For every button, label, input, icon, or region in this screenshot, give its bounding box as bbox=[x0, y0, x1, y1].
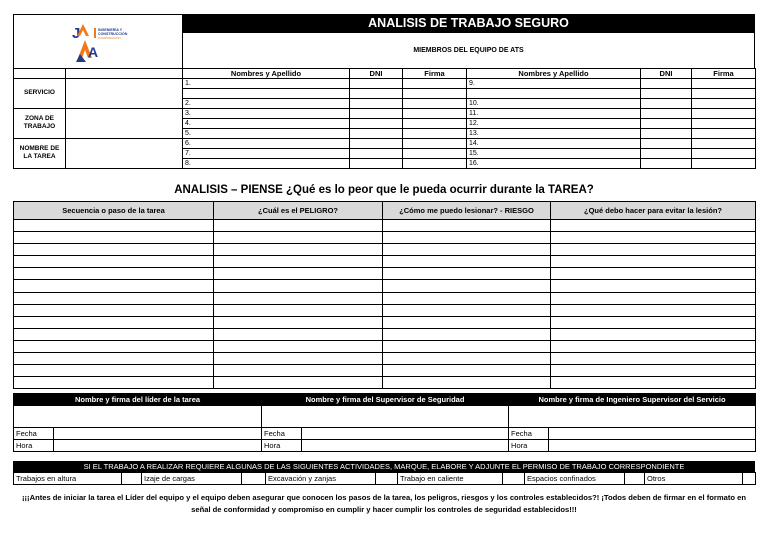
hazard-row bbox=[14, 292, 756, 304]
cell[interactable] bbox=[692, 148, 756, 158]
member-14-name[interactable]: 14. bbox=[467, 138, 641, 148]
sign-engineer-header: Nombre y firma de Ingeniero Supervisor del Servicio bbox=[509, 394, 756, 406]
cell[interactable] bbox=[403, 138, 467, 148]
member-4-name[interactable]: 4. bbox=[183, 118, 350, 128]
cell[interactable] bbox=[350, 128, 403, 138]
hazard-hazard-cell[interactable] bbox=[214, 292, 383, 304]
cell[interactable] bbox=[641, 118, 692, 128]
activity-otros-check[interactable] bbox=[743, 473, 756, 485]
svg-text:J: J bbox=[72, 25, 81, 42]
sign-leader-field[interactable] bbox=[14, 406, 262, 428]
hazard-hazard-cell[interactable] bbox=[214, 377, 383, 389]
hazard-control-cell[interactable] bbox=[551, 268, 756, 280]
hazard-step-cell[interactable] bbox=[14, 232, 214, 244]
engineer-hora-field[interactable] bbox=[549, 440, 756, 452]
zona-field[interactable] bbox=[66, 108, 183, 138]
leader-fecha-field[interactable] bbox=[54, 428, 262, 440]
label-tarea: NOMBRE DE LA TAREA bbox=[14, 138, 66, 168]
col-dni-right: DNI bbox=[641, 69, 692, 79]
hazard-risk-cell[interactable] bbox=[383, 220, 551, 232]
fecha-label: Fecha bbox=[262, 428, 302, 440]
leader-hora-field[interactable] bbox=[54, 440, 262, 452]
member-5-name[interactable]: 5. bbox=[183, 128, 350, 138]
hazard-step-cell[interactable] bbox=[14, 353, 214, 365]
hora-label: Hora bbox=[262, 440, 302, 452]
servicio-field[interactable] bbox=[66, 79, 183, 109]
cell[interactable] bbox=[403, 108, 467, 118]
hazard-row bbox=[14, 353, 756, 365]
svg-text:CORPORACIÓN: CORPORACIÓN bbox=[98, 36, 121, 40]
hazard-control-cell[interactable] bbox=[551, 377, 756, 389]
member-10-name[interactable]: 10. bbox=[467, 98, 641, 108]
hazard-row bbox=[14, 365, 756, 377]
member-1-dni[interactable] bbox=[350, 79, 403, 89]
hazard-hazard-cell[interactable] bbox=[214, 256, 383, 268]
member-3-name[interactable]: 3. bbox=[183, 108, 350, 118]
col-nombres-right: Nombres y Apellido bbox=[467, 69, 641, 79]
cell[interactable] bbox=[350, 98, 403, 108]
hazard-risk-cell[interactable] bbox=[383, 353, 551, 365]
activity-altura-label: Trabajos en altura bbox=[14, 473, 122, 485]
sign-engineer-field[interactable] bbox=[509, 406, 756, 428]
hazard-risk-cell[interactable] bbox=[383, 268, 551, 280]
cell[interactable] bbox=[350, 118, 403, 128]
activity-caliente-check[interactable] bbox=[503, 473, 525, 485]
cell[interactable] bbox=[403, 148, 467, 158]
hazard-risk-cell[interactable] bbox=[383, 232, 551, 244]
hazard-step-cell[interactable] bbox=[14, 280, 214, 292]
hazard-risk-cell[interactable] bbox=[383, 328, 551, 340]
sign-safety-field[interactable] bbox=[262, 406, 509, 428]
hazard-control-cell[interactable] bbox=[551, 232, 756, 244]
hazard-control-cell[interactable] bbox=[551, 304, 756, 316]
hazard-risk-cell[interactable] bbox=[383, 316, 551, 328]
activity-confinados-label: Espacios confinados bbox=[525, 473, 625, 485]
member-9-name[interactable]: 9. bbox=[467, 79, 641, 89]
activity-excavacion-check[interactable] bbox=[376, 473, 398, 485]
hazard-risk-cell[interactable] bbox=[383, 365, 551, 377]
hazard-hazard-cell[interactable] bbox=[214, 244, 383, 256]
activity-excavacion-label: Excavación y zanjas bbox=[266, 473, 376, 485]
member-1-extra[interactable] bbox=[183, 89, 350, 99]
activity-otros-label: Otros bbox=[645, 473, 743, 485]
activity-izaje-check[interactable] bbox=[242, 473, 266, 485]
hazard-row bbox=[14, 304, 756, 316]
hazard-hazard-cell[interactable] bbox=[214, 220, 383, 232]
hazard-step-cell[interactable] bbox=[14, 304, 214, 316]
hazard-row bbox=[14, 232, 756, 244]
member-13-name[interactable]: 13. bbox=[467, 128, 641, 138]
svg-text:A: A bbox=[88, 44, 99, 60]
blank-cell bbox=[66, 69, 183, 79]
blank-cell bbox=[14, 69, 66, 79]
cell[interactable] bbox=[350, 89, 403, 99]
col-control: ¿Qué debo hacer para evitar la lesión? bbox=[551, 202, 756, 220]
cell[interactable] bbox=[641, 98, 692, 108]
hazard-risk-cell[interactable] bbox=[383, 256, 551, 268]
col-peligro: ¿Cuál es el PELIGRO? bbox=[214, 202, 383, 220]
member-11-name[interactable]: 11. bbox=[467, 108, 641, 118]
col-dni-left: DNI bbox=[350, 69, 403, 79]
hazard-row bbox=[14, 268, 756, 280]
hazard-hazard-cell[interactable] bbox=[214, 328, 383, 340]
fecha-label: Fecha bbox=[509, 428, 549, 440]
activity-altura-check[interactable] bbox=[122, 473, 142, 485]
hazard-risk-cell[interactable] bbox=[383, 377, 551, 389]
cell[interactable] bbox=[641, 158, 692, 168]
activities-title: SI EL TRABAJO A REALIZAR REQUIERE ALGUNAS DE LAS SIGUIENTES ACTIVIDADES, MARQUE, ELABORE Y ADJUNTE EL PERMISO DE TRABAJO CORRESPONDIENTE bbox=[13, 461, 755, 472]
col-secuencia: Secuencia o paso de la tarea bbox=[14, 202, 214, 220]
hazard-row bbox=[14, 328, 756, 340]
hazard-step-cell[interactable] bbox=[14, 256, 214, 268]
sign-safety-header: Nombre y firma del Supervisor de Seguridad bbox=[262, 394, 509, 406]
hazard-control-cell[interactable] bbox=[551, 244, 756, 256]
cell[interactable] bbox=[641, 108, 692, 118]
cell[interactable] bbox=[641, 89, 692, 99]
hazard-hazard-cell[interactable] bbox=[214, 365, 383, 377]
hazard-step-cell[interactable] bbox=[14, 377, 214, 389]
members-title: MIEMBROS DEL EQUIPO DE ATS bbox=[182, 33, 755, 69]
hazard-hazard-cell[interactable] bbox=[214, 316, 383, 328]
member-15-name[interactable]: 15. bbox=[467, 148, 641, 158]
member-7-name[interactable]: 7. bbox=[183, 148, 350, 158]
cell[interactable] bbox=[350, 108, 403, 118]
svg-text:CONSTRUCCIÓN: CONSTRUCCIÓN bbox=[98, 32, 128, 36]
hazard-control-cell[interactable] bbox=[551, 353, 756, 365]
fecha-label: Fecha bbox=[14, 428, 54, 440]
cell[interactable] bbox=[350, 148, 403, 158]
hazard-step-cell[interactable] bbox=[14, 220, 214, 232]
member-9-dni[interactable] bbox=[641, 79, 692, 89]
label-servicio: SERVICIO bbox=[14, 79, 66, 109]
footer-note: ¡¡¡Antes de iniciar la tarea el Líder del equipo y el equipo deben asegurar que conocen los pasos de la tarea, los peligros, riesgos y los controles establecidos?! ¡Todos deben de firmar en el formato en señal de conformidad y compromiso en cumplir y hacer cumplir los controles de seguridad establecidos!!! bbox=[22, 493, 746, 514]
cell[interactable] bbox=[641, 128, 692, 138]
hazard-hazard-cell[interactable] bbox=[214, 268, 383, 280]
member-16-name[interactable]: 16. bbox=[467, 158, 641, 168]
hazard-step-cell[interactable] bbox=[14, 316, 214, 328]
hazard-risk-cell[interactable] bbox=[383, 244, 551, 256]
col-firma-right: Firma bbox=[692, 69, 756, 79]
hazard-hazard-cell[interactable] bbox=[214, 340, 383, 352]
hazard-control-cell[interactable] bbox=[551, 328, 756, 340]
hazard-hazard-cell[interactable] bbox=[214, 304, 383, 316]
hazard-hazard-cell[interactable] bbox=[214, 232, 383, 244]
hazard-row bbox=[14, 316, 756, 328]
hazard-row bbox=[14, 244, 756, 256]
hazard-step-cell[interactable] bbox=[14, 268, 214, 280]
hazard-control-cell[interactable] bbox=[551, 220, 756, 232]
signature-table bbox=[13, 393, 756, 452]
members-table bbox=[13, 68, 756, 169]
hazard-step-cell[interactable] bbox=[14, 328, 214, 340]
hazard-step-cell[interactable] bbox=[14, 340, 214, 352]
cell[interactable] bbox=[403, 158, 467, 168]
hazard-row bbox=[14, 220, 756, 232]
analysis-title: ANALISIS – PIENSE ¿Qué es lo peor que le pueda ocurrir durante la TAREA? bbox=[174, 184, 594, 196]
activities-table bbox=[13, 472, 756, 485]
tarea-field[interactable] bbox=[66, 138, 183, 168]
hora-label: Hora bbox=[14, 440, 54, 452]
hazard-row bbox=[14, 256, 756, 268]
hazard-control-cell[interactable] bbox=[551, 340, 756, 352]
hora-label: Hora bbox=[509, 440, 549, 452]
hazard-control-cell[interactable] bbox=[551, 365, 756, 377]
cell[interactable] bbox=[403, 98, 467, 108]
member-12-name[interactable]: 12. bbox=[467, 118, 641, 128]
company-logo bbox=[72, 22, 137, 64]
cell[interactable] bbox=[350, 158, 403, 168]
activity-izaje-label: Izaje de cargas bbox=[142, 473, 242, 485]
hazard-step-cell[interactable] bbox=[14, 292, 214, 304]
safety-hora-field[interactable] bbox=[302, 440, 509, 452]
col-nombres-left: Nombres y Apellido bbox=[183, 69, 350, 79]
cell[interactable] bbox=[692, 138, 756, 148]
member-9-sign[interactable] bbox=[692, 79, 756, 89]
cell[interactable] bbox=[641, 138, 692, 148]
hazard-control-cell[interactable] bbox=[551, 280, 756, 292]
hazard-risk-cell[interactable] bbox=[383, 292, 551, 304]
member-9-extra[interactable] bbox=[467, 89, 641, 99]
activity-caliente-label: Trabajo en caliente bbox=[398, 473, 503, 485]
col-riesgo: ¿Cómo me puedo lesionar? - RIESGO bbox=[383, 202, 551, 220]
hazard-control-cell[interactable] bbox=[551, 292, 756, 304]
hazard-hazard-cell[interactable] bbox=[214, 353, 383, 365]
cell[interactable] bbox=[403, 128, 467, 138]
cell[interactable] bbox=[692, 89, 756, 99]
member-2-name[interactable]: 2. bbox=[183, 98, 350, 108]
safety-fecha-field[interactable] bbox=[302, 428, 509, 440]
hazard-control-cell[interactable] bbox=[551, 316, 756, 328]
member-6-name[interactable]: 6. bbox=[183, 138, 350, 148]
label-zona: ZONA DE TRABAJO bbox=[14, 108, 66, 138]
cell[interactable] bbox=[692, 128, 756, 138]
cell[interactable] bbox=[403, 89, 467, 99]
cell[interactable] bbox=[350, 138, 403, 148]
member-1-name[interactable]: 1. bbox=[183, 79, 350, 89]
cell[interactable] bbox=[692, 98, 756, 108]
hazard-step-cell[interactable] bbox=[14, 365, 214, 377]
cell[interactable] bbox=[641, 148, 692, 158]
sign-leader-header: Nombre y firma del líder de la tarea bbox=[14, 394, 262, 406]
hazard-row bbox=[14, 340, 756, 352]
hazard-risk-cell[interactable] bbox=[383, 280, 551, 292]
member-8-name[interactable]: 8. bbox=[183, 158, 350, 168]
col-firma-left: Firma bbox=[403, 69, 467, 79]
engineer-fecha-field[interactable] bbox=[549, 428, 756, 440]
hazard-row bbox=[14, 280, 756, 292]
activity-confinados-check[interactable] bbox=[625, 473, 645, 485]
hazard-risk-cell[interactable] bbox=[383, 340, 551, 352]
member-1-sign[interactable] bbox=[403, 79, 467, 89]
cell[interactable] bbox=[692, 158, 756, 168]
form-title: ANALISIS DE TRABAJO SEGURO bbox=[182, 14, 755, 33]
cell[interactable] bbox=[692, 118, 756, 128]
hazard-hazard-cell[interactable] bbox=[214, 280, 383, 292]
hazard-control-cell[interactable] bbox=[551, 256, 756, 268]
cell[interactable] bbox=[692, 108, 756, 118]
hazard-table bbox=[13, 201, 756, 389]
hazard-row bbox=[14, 377, 756, 389]
hazard-risk-cell[interactable] bbox=[383, 304, 551, 316]
hazard-step-cell[interactable] bbox=[14, 244, 214, 256]
cell[interactable] bbox=[403, 118, 467, 128]
svg-text:INGENIERÍA Y: INGENIERÍA Y bbox=[98, 28, 123, 32]
